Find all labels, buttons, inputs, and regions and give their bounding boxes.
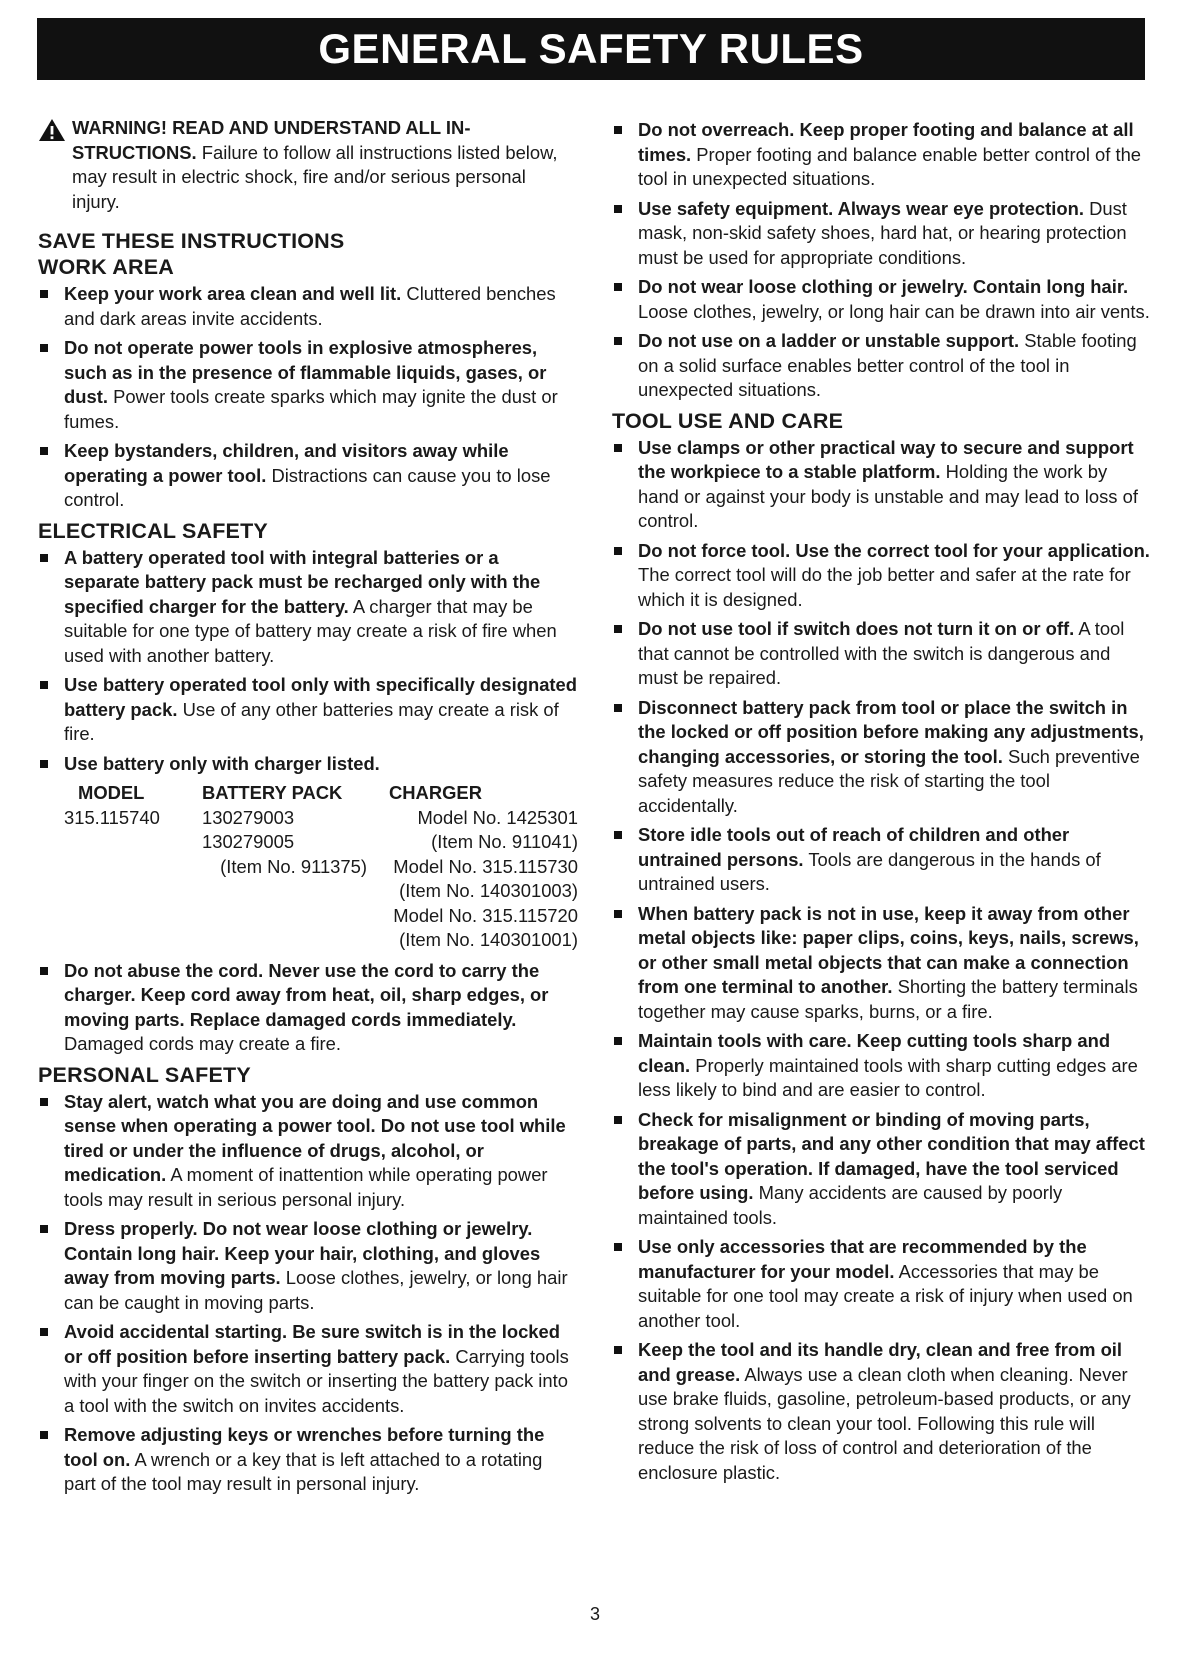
item-text: Power tools create sparks which may ignite the dust or fumes.: [64, 386, 558, 432]
item-bold: Stay alert, watch what you are doing and use common sense when operating a power tool. Do not use tool while tired or under the influence of drugs, alcohol, or medication.: [64, 1090, 566, 1185]
table-cell: (Item No. 140301003): [399, 880, 578, 901]
item-bold: Do not abuse the cord. Never use the cord to carry the charger. Keep cord away from heat, oil, sharp edges, or moving parts. Replace damaged cords immediately.: [64, 959, 549, 1030]
table-cell: [202, 904, 367, 929]
item-text: A charger that may be suitable for one type of battery may create a risk of fire when used with another battery.: [64, 595, 557, 666]
list-item: [612, 436, 1152, 534]
table-row: [64, 904, 578, 929]
item-bold: Disconnect battery pack from tool or place the switch in the locked or off position before making any adjustments, changing accessories, or storing the tool.: [638, 696, 1144, 767]
list-item: [38, 1423, 578, 1497]
bullet-icon: [40, 290, 48, 298]
item-bold: Store idle tools out of reach of children and other untrained persons.: [638, 824, 1070, 870]
list-item: [38, 1217, 578, 1315]
item-bold: Use battery only with charger listed.: [64, 752, 380, 774]
list-item: [612, 1235, 1152, 1333]
page-title: GENERAL SAFETY RULES: [318, 25, 864, 72]
item-bold: A battery operated tool with integral batteries or a separate battery pack must be recharged only with the specified charger for the battery.: [64, 546, 541, 617]
item-text: Loose clothes, jewelry, or long hair can be caught in moving parts.: [64, 1267, 568, 1313]
item-bold: Do not wear loose clothing or jewelry. Contain long hair.: [638, 276, 1129, 297]
item-bold: Do not overreach. Keep proper footing and balance at all times.: [638, 119, 1134, 165]
bullet-icon: [40, 554, 48, 562]
table-cell: [202, 879, 367, 904]
bullet-icon: [614, 1346, 622, 1354]
personal-safety-heading: PERSONAL SAFETY: [38, 1062, 251, 1087]
table-cell: 130279005: [202, 831, 295, 852]
table-cell: 130279003: [202, 806, 295, 828]
item-bold: Use battery operated tool only with specifically designated battery pack.: [64, 674, 578, 720]
list-item: [38, 546, 578, 669]
bullet-icon: [40, 681, 48, 689]
table-cell: [64, 879, 202, 904]
personal-safety-list-continued: [612, 118, 1152, 403]
bullet-icon: [614, 625, 622, 633]
list-item: [38, 1320, 578, 1418]
bullet-icon: [614, 283, 622, 291]
table-cell: (Item No. 911375): [220, 855, 367, 877]
tool-use-and-care-heading: TOOL USE AND CARE: [612, 408, 844, 433]
item-text: A tool that cannot be controlled with the switch is dangerous and must be repaired.: [638, 618, 1125, 688]
warning-body: Failure to follow all instructions listed below, may result in electric shock, fire and/or serious personal injury.: [72, 141, 558, 212]
item-text: Loose clothes, jewelry, or long hair can be drawn into air vents.: [638, 300, 1150, 322]
list-item: [612, 902, 1152, 1025]
item-bold: Maintain tools with care. Keep cutting tools sharp and clean.: [638, 1030, 1111, 1076]
item-bold: Do not use tool if switch does not turn it on or off.: [638, 618, 1075, 639]
list-item: [612, 823, 1152, 897]
list-item: [612, 539, 1152, 613]
list-item: [612, 275, 1152, 324]
bullet-icon: [614, 704, 622, 712]
list-item: [612, 118, 1152, 192]
item-text: Dust mask, non-skid safety shoes, hard hat, or hearing protection must be used for appropriate conditions.: [638, 197, 1127, 268]
bullet-icon: [614, 205, 622, 213]
list-item: [612, 197, 1152, 271]
table-cell: [64, 855, 202, 880]
item-bold: Keep bystanders, children, and visitors away while operating a power tool.: [64, 440, 509, 486]
bullet-icon: [614, 831, 622, 839]
cord-safety-list: [38, 959, 578, 1057]
item-bold: Use only accessories that are recommended by the manufacturer for your model.: [638, 1236, 1087, 1282]
electrical-safety-heading: ELECTRICAL SAFETY: [38, 518, 268, 543]
bullet-icon: [614, 547, 622, 555]
bullet-icon: [40, 1328, 48, 1336]
item-text: Distractions can cause you to lose control.: [64, 464, 551, 510]
column-header-charger: CHARGER: [389, 782, 482, 803]
item-text: Proper footing and balance enable better control of the tool in unexpected situations.: [638, 143, 1142, 189]
table-row: [64, 806, 578, 831]
bullet-icon: [614, 126, 622, 134]
item-text: Carrying tools with your finger on the switch or inserting the battery pack into a tool with the switch on invites accidents.: [64, 1345, 569, 1416]
column-header-model: MODEL: [78, 782, 145, 803]
table-cell: 315.115740: [64, 806, 160, 828]
bullet-icon: [614, 1116, 622, 1124]
bullet-icon: [40, 344, 48, 352]
item-text: The correct tool will do the job better and safer at the rate for which it is designed.: [638, 564, 1131, 610]
bullet-icon: [614, 337, 622, 345]
list-item: [38, 282, 578, 331]
item-bold: Do not operate power tools in explosive atmospheres, such as in the presence of flammable liquids, gases, or dust.: [64, 337, 547, 407]
item-bold: Use clamps or other practical way to secure and support the workpiece to a stable platform.: [638, 436, 1134, 482]
bullet-icon: [40, 1098, 48, 1106]
warning-bold: WARNING! READ AND UNDERSTAND ALL IN- STRUCTIONS.: [72, 117, 471, 163]
list-item: [38, 336, 578, 434]
list-item: [38, 752, 578, 777]
list-item: [38, 673, 578, 747]
personal-safety-list: [38, 1090, 578, 1497]
list-item: [612, 329, 1152, 403]
item-text: Damaged cords may create a fire.: [64, 1033, 341, 1054]
item-text: A moment of inattention while operating power tools may result in serious personal injury.: [64, 1164, 548, 1210]
electrical-safety-list: [38, 546, 578, 777]
page-number: 3: [589, 1604, 600, 1624]
table-row: [64, 830, 578, 855]
list-item: [38, 439, 578, 513]
item-text: Holding the work by hand or against your body is unstable and may lead to loss of control.: [638, 461, 1138, 531]
bullet-icon: [614, 1037, 622, 1045]
item-bold: Check for misalignment or binding of moving parts, breakage of parts, and any other condition that may affect the tool's operation. If damaged, have the tool serviced before using.: [638, 1108, 1145, 1203]
table-cell: [64, 928, 202, 953]
item-text: Such preventive safety measures reduce the risk of starting the tool accidentally.: [638, 745, 1140, 816]
list-item: [612, 1029, 1152, 1103]
item-text: Always use a clean cloth when cleaning. Never use brake fluids, gasoline, petroleum-based products, or any strong solvents to clean your tool. Following this rule will reduce the risk of loss of control and deterioration of the enclosure plastic.: [638, 1363, 1131, 1483]
left-column: [38, 116, 578, 1502]
table-row: [64, 855, 578, 880]
save-instructions-heading: SAVE THESE INSTRUCTIONS: [38, 229, 345, 253]
table-cell: (Item No. 911041): [431, 831, 578, 852]
right-column: [612, 116, 1152, 1490]
list-item: [38, 1090, 578, 1213]
work-area-list: [38, 282, 578, 513]
list-item: [612, 1108, 1152, 1231]
item-bold: Do not use on a ladder or unstable support.: [638, 330, 1020, 351]
item-text: Shorting the battery terminals together may cause sparks, burns, or a fire.: [638, 976, 1138, 1022]
column-header-battery-pack: BATTERY PACK: [202, 782, 343, 803]
bullet-icon: [614, 1243, 622, 1251]
table-cell: Model No. 315.115730: [393, 855, 578, 877]
table-row: [64, 928, 578, 953]
item-bold: When battery pack is not in use, keep it away from other metal objects like: paper clips, coins, keys, nails, screws, or other small metal objects that can make a connection from one terminal to another.: [638, 902, 1139, 997]
item-text: Stable footing on a solid surface enables better control of the tool in unexpected situations.: [638, 330, 1137, 400]
warning-triangle-icon: [38, 118, 68, 147]
table-header-row: [64, 781, 578, 806]
item-text: Many accidents are caused by poorly maintained tools.: [638, 1182, 1063, 1228]
list-item: [612, 696, 1152, 819]
warning-block: [38, 116, 578, 214]
item-bold: Do not force tool. Use the correct tool for your application.: [638, 539, 1150, 561]
table-cell: Model No. 1425301: [417, 806, 578, 828]
list-item: [612, 1338, 1152, 1485]
table-cell: Model No. 315.115720: [393, 904, 578, 926]
item-bold: Keep your work area clean and well lit.: [64, 283, 402, 304]
item-bold: Dress properly. Do not wear loose clothing or jewelry. Contain long hair. Keep your hair, clothing, and gloves away from moving parts.: [64, 1218, 541, 1288]
bullet-icon: [40, 967, 48, 975]
bullet-icon: [40, 760, 48, 768]
page-title-banner: [37, 18, 1145, 80]
bullet-icon: [614, 444, 622, 452]
table-cell: [64, 830, 202, 855]
bullet-icon: [40, 1431, 48, 1439]
table-row: [64, 879, 578, 904]
item-bold: Use safety equipment. Always wear eye protection.: [638, 197, 1084, 219]
table-cell: (Item No. 140301001): [399, 929, 578, 950]
table-cell: [64, 904, 202, 929]
item-text: Tools are dangerous in the hands of untrained users.: [638, 848, 1101, 894]
bullet-icon: [614, 910, 622, 918]
item-bold: Keep the tool and its handle dry, clean and free from oil and grease.: [638, 1339, 1123, 1385]
list-item: [612, 617, 1152, 691]
item-text: Use of any other batteries may create a risk of fire.: [64, 698, 559, 744]
item-bold: Remove adjusting keys or wrenches before turning the tool on.: [64, 1424, 545, 1470]
work-area-heading: WORK AREA: [38, 255, 174, 279]
item-text: Properly maintained tools with sharp cutting edges are less likely to bind and are easier to control.: [638, 1054, 1138, 1100]
item-text: A wrench or a key that is left attached to a rotating part of the tool may result in personal injury.: [64, 1448, 543, 1494]
list-item: [38, 959, 578, 1057]
bullet-icon: [40, 1225, 48, 1233]
tool-use-list: [612, 436, 1152, 1486]
bullet-icon: [40, 447, 48, 455]
item-text: Accessories that may be suitable for one tool may create a risk of injury when used on another tool.: [638, 1260, 1133, 1331]
item-bold: Avoid accidental starting. Be sure switch is in the locked or off position before inserting battery pack.: [64, 1321, 560, 1367]
item-text: Cluttered benches and dark areas invite accidents.: [64, 283, 556, 329]
warning-text: [72, 116, 578, 214]
charger-compatibility-table: [64, 781, 578, 953]
table-cell: [202, 928, 367, 953]
